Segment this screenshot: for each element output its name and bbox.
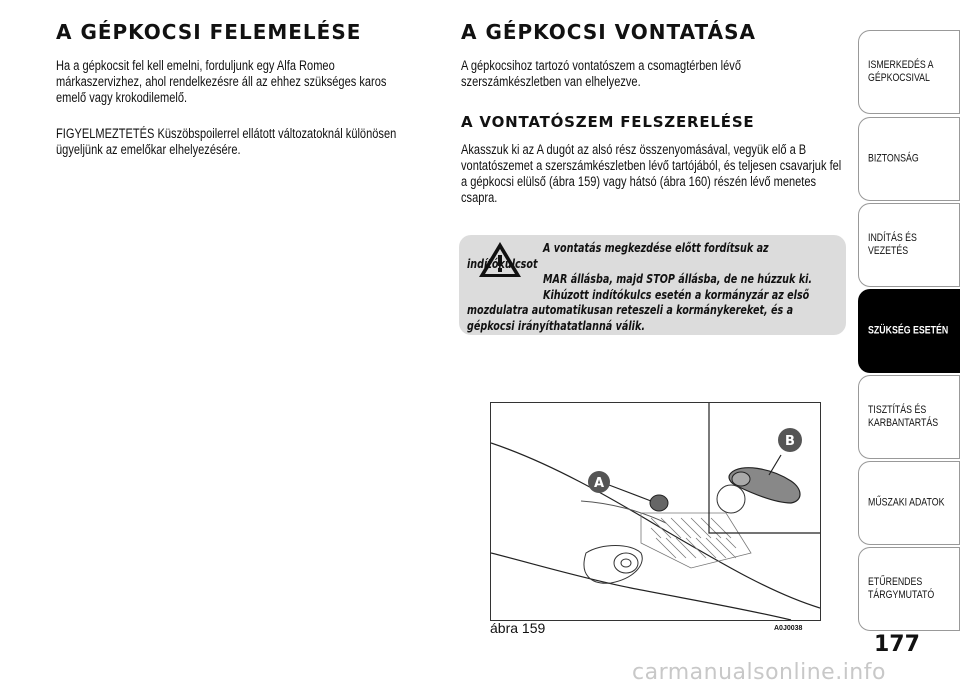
- warning-line-4: mozdulatra automatikusan reteszeli a kormánykereket, és a: [467, 303, 794, 317]
- tab-index[interactable]: [858, 547, 960, 631]
- warning-line-1: A vontatás megkezdése előtt fordítsuk az indítókulcsot: [467, 241, 769, 271]
- plug-a: [650, 495, 668, 511]
- label-a: A: [593, 476, 605, 491]
- watermark: carmanualsonline.info: [632, 660, 886, 685]
- figure-code: A0J0038: [774, 625, 803, 632]
- tab-starting-driving[interactable]: [858, 203, 960, 287]
- tow-eye-b: [717, 468, 800, 513]
- section-title-towing: A GÉPKOCSI VONTATÁSA: [461, 20, 756, 44]
- bumper-illustration: [491, 403, 820, 620]
- section-title-lifting: A GÉPKOCSI FELEMELÉSE: [56, 20, 362, 44]
- tow-eye-paragraph: Akasszuk ki az A dugót az alsó rész összenyomásával, vegyük elő a B vontatószemet a szerszámkészletben lévő tartójából, és teljesen csavarjuk fel a gépkocsi elülső (ábra 159) vagy hátsó (ábra 160) részén lévő menetes csapra.: [461, 142, 842, 205]
- subsection-title-tow-eye: A VONTATÓSZEM FELSZERELÉSE: [461, 113, 755, 131]
- tab-label: MŰSZAKI ADATOK: [868, 496, 945, 509]
- lifting-warning-paragraph: FIGYELMEZTETÉS Küszöbspoilerrel ellátott változatoknál különösen ügyeljünk az emelőkar elhelyezésére.: [56, 126, 397, 157]
- tab-getting-to-know[interactable]: [858, 30, 960, 114]
- warning-line-3: Kihúzott indítókulcs esetén a kormányzár az első: [543, 287, 810, 302]
- tab-emergency[interactable]: [858, 289, 960, 373]
- tab-technical-data[interactable]: [858, 461, 960, 545]
- tab-safety[interactable]: [858, 117, 960, 201]
- tab-label: TISZTÍTÁS ÉS KARBANTARTÁS: [868, 404, 939, 429]
- warning-text: [467, 241, 835, 334]
- warning-box: [459, 235, 846, 335]
- lifting-paragraph: Ha a gépkocsit fel kell emelni, forduljunk egy Alfa Romeo márkaszervizhez, ahol rendelkezésre áll az ehhez szükséges karos emelő vagy krokodilemelő.: [56, 58, 387, 105]
- tab-label: INDÍTÁS ÉS VEZETÉS: [868, 232, 917, 257]
- figure-159: [490, 402, 821, 621]
- tab-label: ISMERKEDÉS A GÉPKOCSIVAL: [868, 59, 934, 84]
- tab-maintenance[interactable]: [858, 375, 960, 459]
- page-number: 177: [874, 632, 920, 657]
- figure-caption: ábra 159: [490, 620, 546, 636]
- label-b: B: [785, 434, 795, 449]
- warning-line-2: MAR állásba, majd STOP állásba, de ne húzzuk ki.: [543, 272, 813, 286]
- tab-label: SZÜKSÉG ESETÉN: [868, 324, 949, 337]
- warning-line-5: gépkocsi irányíthatatlanná válik.: [467, 318, 645, 333]
- fog-light: [584, 546, 642, 584]
- tab-label: ETŰRENDES TÁRGYMUTATÓ: [868, 576, 935, 601]
- tab-label: BIZTONSÁG: [868, 152, 919, 165]
- towing-intro-paragraph: A gépkocsihoz tartozó vontatószem a csomagtérben lévő szerszámkészletben van elhelyezve.: [461, 58, 741, 89]
- grille-mesh: [641, 513, 751, 568]
